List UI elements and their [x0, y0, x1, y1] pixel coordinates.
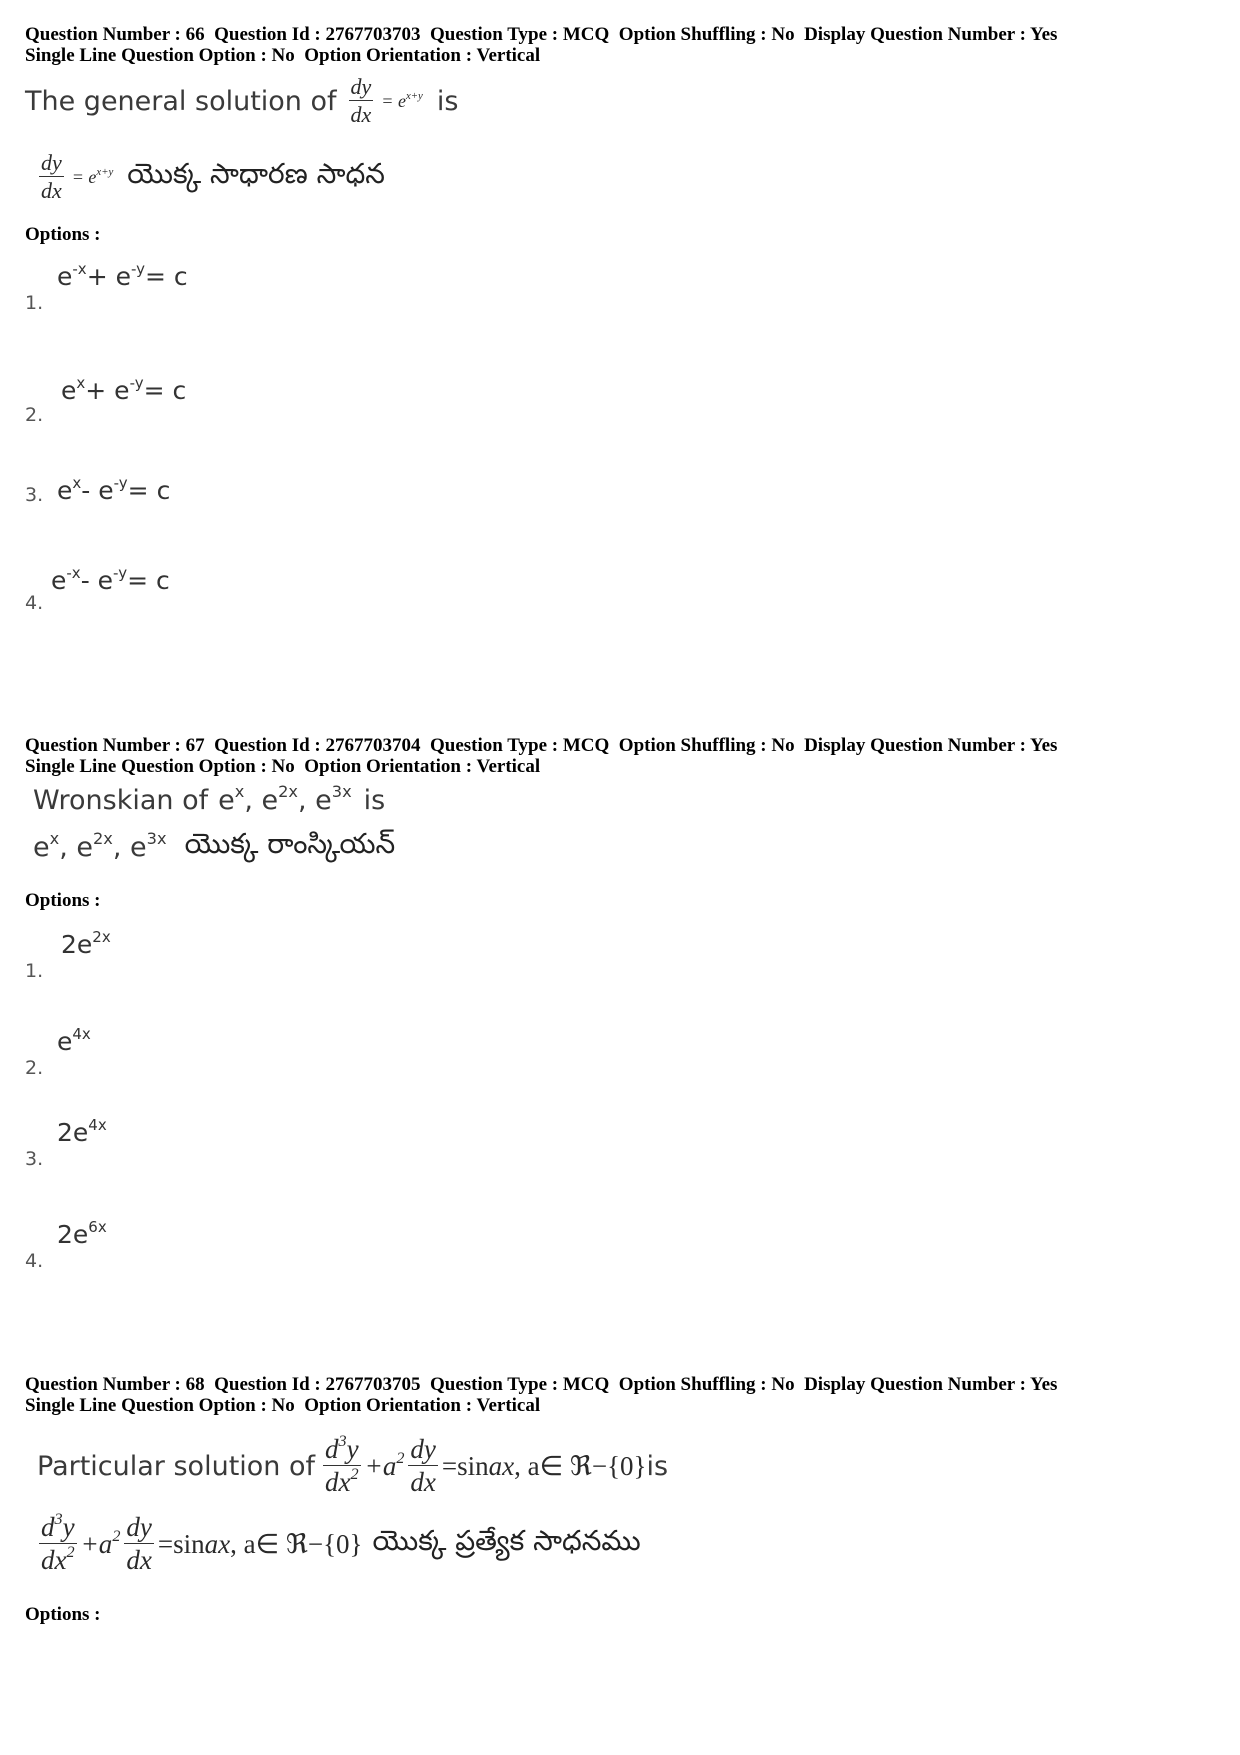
rhs-condition: =sinax, a∈ ℜ−{0}: [441, 1450, 647, 1481]
question-text-en: [25, 76, 458, 126]
question-meta-line-1: Question Number : 66 Question Id : 2767703703 Question Type : MCQ Option Shuffling : No Display Question Number : Yes: [25, 24, 1058, 45]
first-derivative-fraction-te: $\frac{dy}{dx}$: [126, 1512, 152, 1575]
question-67: Question Number : 67 Question Id : 2767703704 Question Type : MCQ Option Shuffling : No Display Question Number : Yes Single Line Question Option : No Option Orientation : Vertical Wronskian of $e^x$, $e^{2x}$, $e^{3x}$ is $e^x$, $e^{2x}$, $e^{3x}$ యొక్క రాంస్కియన్ Options : $2e^{2x}$ 1. $e^{4x}$ 2. $2e^{4x}$ 3. $2e^{6x}$ 4.: [25, 735, 1215, 777]
options-label: Options :: [25, 224, 101, 245]
rhs-condition-te: =sinax, a∈ ℜ−{0}: [157, 1528, 363, 1559]
question-text-en: [25, 781, 386, 816]
function-list-te: $e^x$, $e^{2x}$, $e^{3x}$: [33, 828, 167, 863]
question-text-te: [25, 1509, 641, 1575]
option-number: 1.: [25, 292, 44, 314]
question-66: Question Number : 66 Question Id : 2767703703 Question Type : MCQ Option Shuffling : No Display Question Number : Yes Single Line Question Option : No Option Orientation : Vertical The general solution of $\frac{dy}{dx}$ = $e^{x+y}$ is $\frac{dy}{dx}$ = $e^{x+y}$ యొక్క సాధారణ సాధన Options : $e^{-x}+ e^{-y}= c$ 1. $e^x+ e^{-y}= c$ 2. $e^x-$ $e^{-y}= c$ 3. $e^{-x}-$ $e^{-y}= c$ 4.: [25, 24, 1215, 66]
rhs-expression-te: = $e^{x+y}$: [71, 165, 114, 187]
question-text-te: [25, 152, 385, 202]
option-number: 2.: [25, 1057, 44, 1079]
question-68: [25, 1374, 1215, 1625]
option-number: 3.: [25, 1148, 44, 1170]
option-number: 2.: [25, 404, 44, 426]
rhs-expression: = $e^{x+y}$: [381, 89, 423, 111]
question-text-prefix: Wronskian of: [33, 785, 209, 816]
question-meta-line-2: Single Line Question Option : No Option Orientation : Vertical: [25, 45, 541, 66]
question-meta-line-2: Single Line Question Option : No Option Orientation : Vertical: [25, 756, 541, 777]
telugu-text: యొక్క రాంస్కియన్: [184, 827, 396, 860]
first-derivative-fraction: $\frac{dy}{dx}$: [410, 1434, 436, 1497]
derivative-fraction-te: $\frac{dy}{dx}$: [41, 150, 62, 203]
question-text-prefix: Particular solution of: [37, 1450, 316, 1482]
option-number: 1.: [25, 960, 44, 982]
question-meta-line-1: Question Number : 68 Question Id : 2767703705 Question Type : MCQ Option Shuffling : No Display Question Number : Yes: [25, 1374, 1058, 1395]
options-label: Options :: [25, 890, 101, 911]
a-squared-term: $+a^2$: [364, 1448, 405, 1481]
telugu-text: యొక్క ప్రత్యేక సాధనము: [372, 1524, 641, 1557]
a-squared-term-te: $+a^2$: [80, 1526, 121, 1559]
function-list: $e^x$, $e^{2x}$, $e^{3x}$: [218, 781, 352, 816]
telugu-text: యొక్క సాధారణ సాధన: [127, 157, 385, 190]
question-text-prefix: The general solution of: [25, 85, 337, 117]
option-number: 3.: [25, 484, 44, 506]
question-meta-line-1: Question Number : 67 Question Id : 2767703704 Question Type : MCQ Option Shuffling : No Display Question Number : Yes: [25, 735, 1058, 756]
question-text-suffix: is: [363, 785, 386, 816]
option-number: 4.: [25, 592, 44, 614]
options-label: Options :: [25, 1604, 101, 1625]
derivative-fraction: $\frac{dy}{dx}$: [350, 74, 372, 127]
third-derivative-fraction: $\frac{d^3y}{dx^2}$: [325, 1431, 359, 1497]
question-text-suffix: is: [436, 85, 459, 117]
question-meta-line-2: Single Line Question Option : No Option Orientation : Vertical: [25, 1395, 541, 1416]
question-text-en: [25, 1431, 669, 1497]
third-derivative-fraction-te: $\frac{d^3y}{dx^2}$: [41, 1509, 75, 1575]
question-text-te: [25, 827, 395, 867]
option-number: 4.: [25, 1250, 44, 1272]
question-text-suffix: is: [646, 1450, 669, 1482]
